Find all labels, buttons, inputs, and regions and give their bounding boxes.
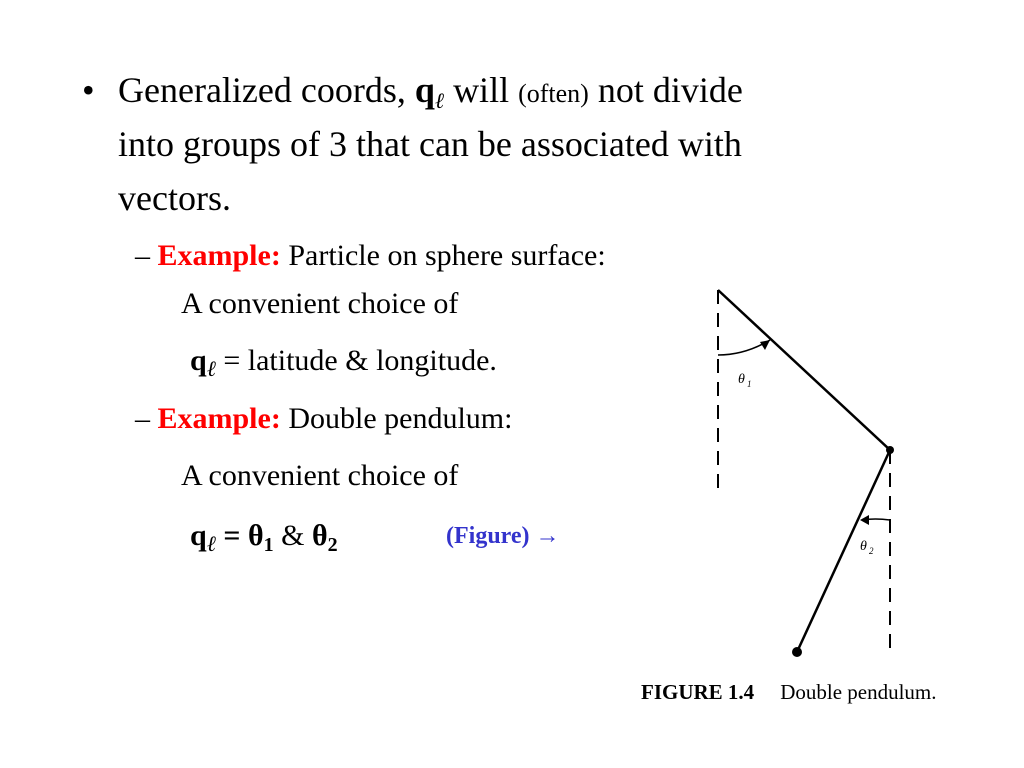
pendulum-rod-1 — [718, 290, 890, 450]
theta-2-label-subscript: 2 — [869, 546, 874, 556]
example-1-text: Particle on sphere surface: — [280, 239, 606, 272]
bullet-line-2: into groups of 3 that can be associated with — [118, 124, 742, 164]
ampersand: & — [273, 519, 312, 552]
q-subscript: ℓ — [434, 88, 445, 113]
figure-caption-text: Double pendulum. — [780, 680, 937, 704]
bullet-marker: • — [82, 70, 95, 110]
figure-caption — [641, 680, 937, 705]
q-symbol: q — [414, 70, 435, 110]
q-subscript: ℓ — [206, 356, 216, 381]
pendulum-rod-2 — [797, 450, 890, 652]
example-2-choice: A convenient choice of — [181, 459, 459, 492]
example-1-dash: – — [135, 239, 158, 272]
bullet-often: (often) — [518, 79, 589, 108]
theta-2: θ — [311, 519, 328, 552]
theta-1-label-subscript: 1 — [747, 379, 752, 389]
theta-2-arrowhead — [860, 515, 869, 525]
theta-2-label: θ — [860, 539, 867, 554]
bullet-will: will — [444, 70, 519, 110]
pendulum-mass-2 — [792, 647, 802, 657]
q-symbol: q — [190, 344, 207, 377]
theta-1-subscript: 1 — [263, 534, 274, 556]
q-subscript: ℓ — [206, 531, 216, 556]
figure-link[interactable]: (Figure) → — [446, 523, 560, 549]
example-2-dash: – — [135, 402, 158, 435]
bullet-line-3: vectors. — [118, 178, 231, 218]
figure-caption-number: FIGURE 1.4 — [641, 680, 755, 704]
bullet-rest: not divide — [588, 70, 743, 110]
example-1-choice: A convenient choice of — [181, 287, 459, 320]
example-2-text: Double pendulum: — [280, 402, 513, 435]
bullet-text: Generalized coords, — [118, 70, 415, 110]
theta-2-subscript: 2 — [327, 534, 338, 556]
q-symbol: q — [190, 519, 207, 552]
example-2-label: Example: — [157, 402, 281, 435]
example-1-label: Example: — [157, 239, 281, 272]
example-1-equation-text: = latitude & longitude. — [215, 344, 497, 377]
equals-theta: = θ — [215, 519, 264, 552]
theta-1-label: θ — [738, 372, 745, 387]
